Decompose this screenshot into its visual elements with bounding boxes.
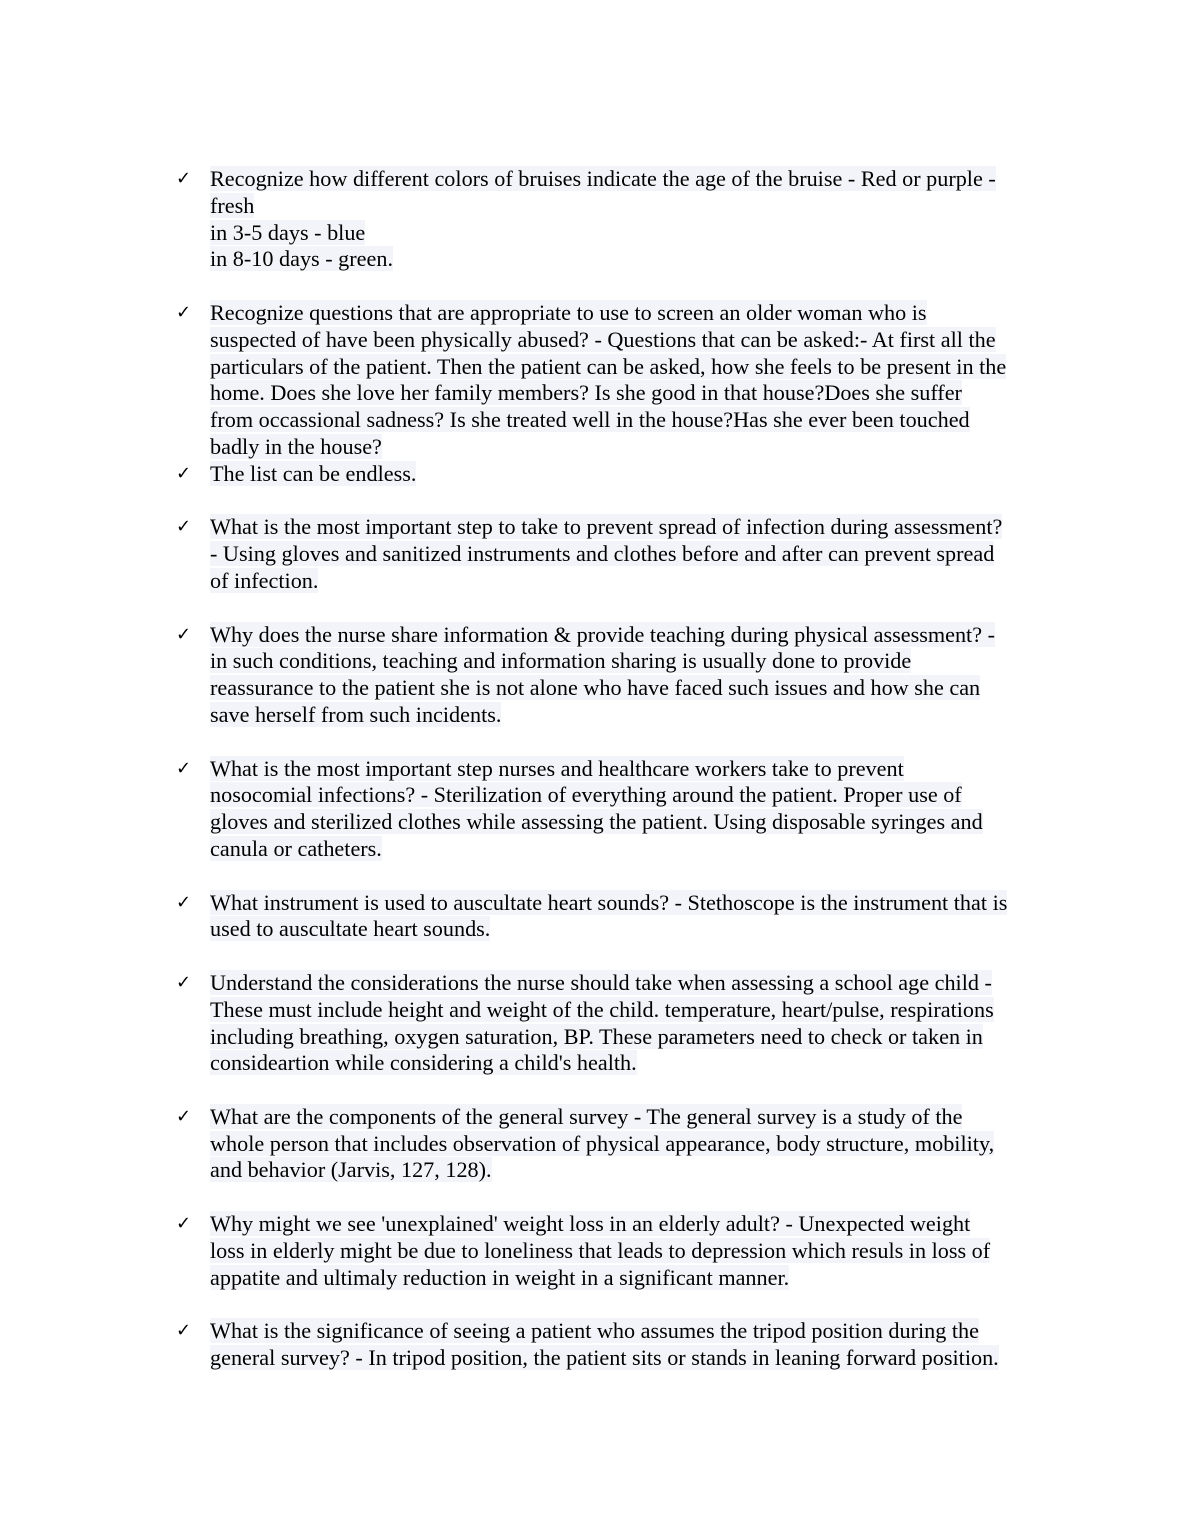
checklist [0, 166, 1190, 1372]
item-text-line: What is the most important step nurses and healthcare workers take to prevent [210, 755, 904, 781]
item-text-line: of infection. [210, 567, 319, 593]
checkmark-icon: ✓ [176, 891, 192, 913]
list-item [0, 970, 1060, 1077]
item-text-line: - Using gloves and sanitized instruments and clothes before and after can prevent spread [210, 541, 995, 567]
list-item [0, 622, 1060, 729]
checkmark-icon: ✓ [176, 301, 192, 323]
item-text-line: and behavior (Jarvis, 127, 128). [210, 1157, 492, 1183]
item-text-line: Why does the nurse share information & provide teaching during physical assessment? - [210, 621, 995, 647]
checkmark-icon: ✓ [176, 623, 192, 645]
item-text-line: What is the significance of seeing a patient who assumes the tripod position during the [210, 1318, 979, 1344]
item-text-line: save herself from such incidents. [210, 701, 502, 727]
item-text-line: particulars of the patient. Then the patient can be asked, how she feels to be present in the [210, 353, 1007, 379]
list-item [0, 166, 1060, 273]
checkmark-icon: ✓ [176, 1213, 192, 1235]
checkmark-icon: ✓ [176, 971, 192, 993]
item-text-line: What is the most important step to take to prevent spread of infection during assessment? [210, 514, 1003, 540]
checkmark-icon: ✓ [176, 168, 192, 189]
item-text-line: These must include height and weight of the child. temperature, heart/pulse, respirations [210, 996, 994, 1022]
checkmark-icon: ✓ [176, 1105, 192, 1127]
item-text-line: What are the components of the general survey - The general survey is a study of the [210, 1103, 963, 1129]
checkmark-icon: ✓ [176, 757, 192, 779]
item-text-line: including breathing, oxygen saturation, BP. These parameters need to check or taken in [210, 1023, 983, 1049]
item-text-line: nosocomial infections? - Sterilization of everything around the patient. Proper use of [210, 782, 962, 808]
list-item [0, 514, 1060, 594]
item-text-line: reassurance to the patient she is not alone who have faced such issues and how she can [210, 675, 981, 701]
item-text-line: Recognize questions that are appropriate to use to screen an older woman who is [210, 299, 927, 325]
item-text-line: used to auscultate heart sounds. [210, 916, 491, 942]
item-text-line: general survey? - In tripod position, the patient sits or stands in leaning forward position. [210, 1345, 999, 1371]
checkmark-icon: ✓ [176, 1320, 192, 1342]
item-text-line: in such conditions, teaching and information sharing is usually done to provide [210, 648, 912, 674]
list-item [0, 1211, 1060, 1291]
item-text-line: home. Does she love her family members? Is she good in that house?Does she suffer [210, 380, 962, 406]
item-text-line: Recognize how different colors of bruises indicate the age of the bruise - Red or purple - [210, 166, 996, 191]
item-text-line: Why might we see 'unexplained' weight loss in an elderly adult? - Unexpected weight [210, 1211, 971, 1237]
item-text-line: suspected of have been physically abused? - Questions that can be asked:- At first all the [210, 326, 996, 352]
list-item [0, 756, 1060, 863]
item-text-line: from occassional sadness? Is she treated well in the house?Has she ever been touched [210, 407, 970, 433]
checkmark-icon: ✓ [176, 462, 192, 484]
item-text-line: in 8-10 days - green. [210, 246, 393, 272]
list-item [0, 1104, 1060, 1184]
item-text-line: The list can be endless. [210, 460, 417, 486]
item-text-line: gloves and sterilized clothes while assessing the patient. Using disposable syringes and [210, 809, 983, 835]
item-text-line: What instrument is used to auscultate heart sounds? - Stethoscope is the instrument that is [210, 889, 1008, 915]
list-item [0, 300, 1060, 461]
list-item [0, 461, 1060, 488]
checkmark-icon: ✓ [176, 516, 192, 538]
item-text-line: fresh [210, 192, 255, 218]
item-text-line: Understand the considerations the nurse should take when assessing a school age child - [210, 969, 992, 995]
list-item [0, 890, 1060, 944]
item-text-line: badly in the house? [210, 433, 382, 459]
item-text-line: loss in elderly might be due to loneliness that leads to depression which resuls in loss of [210, 1237, 991, 1263]
item-text-line: in 3-5 days - blue [210, 219, 366, 245]
list-item [0, 1318, 1060, 1372]
item-text-line: appatite and ultimaly reduction in weight in a significant manner. [210, 1264, 790, 1290]
item-text-line: canula or catheters. [210, 835, 382, 861]
item-text-line: whole person that includes observation of physical appearance, body structure, mobility, [210, 1130, 995, 1156]
item-text-line: consideartion while considering a child's health. [210, 1050, 637, 1076]
